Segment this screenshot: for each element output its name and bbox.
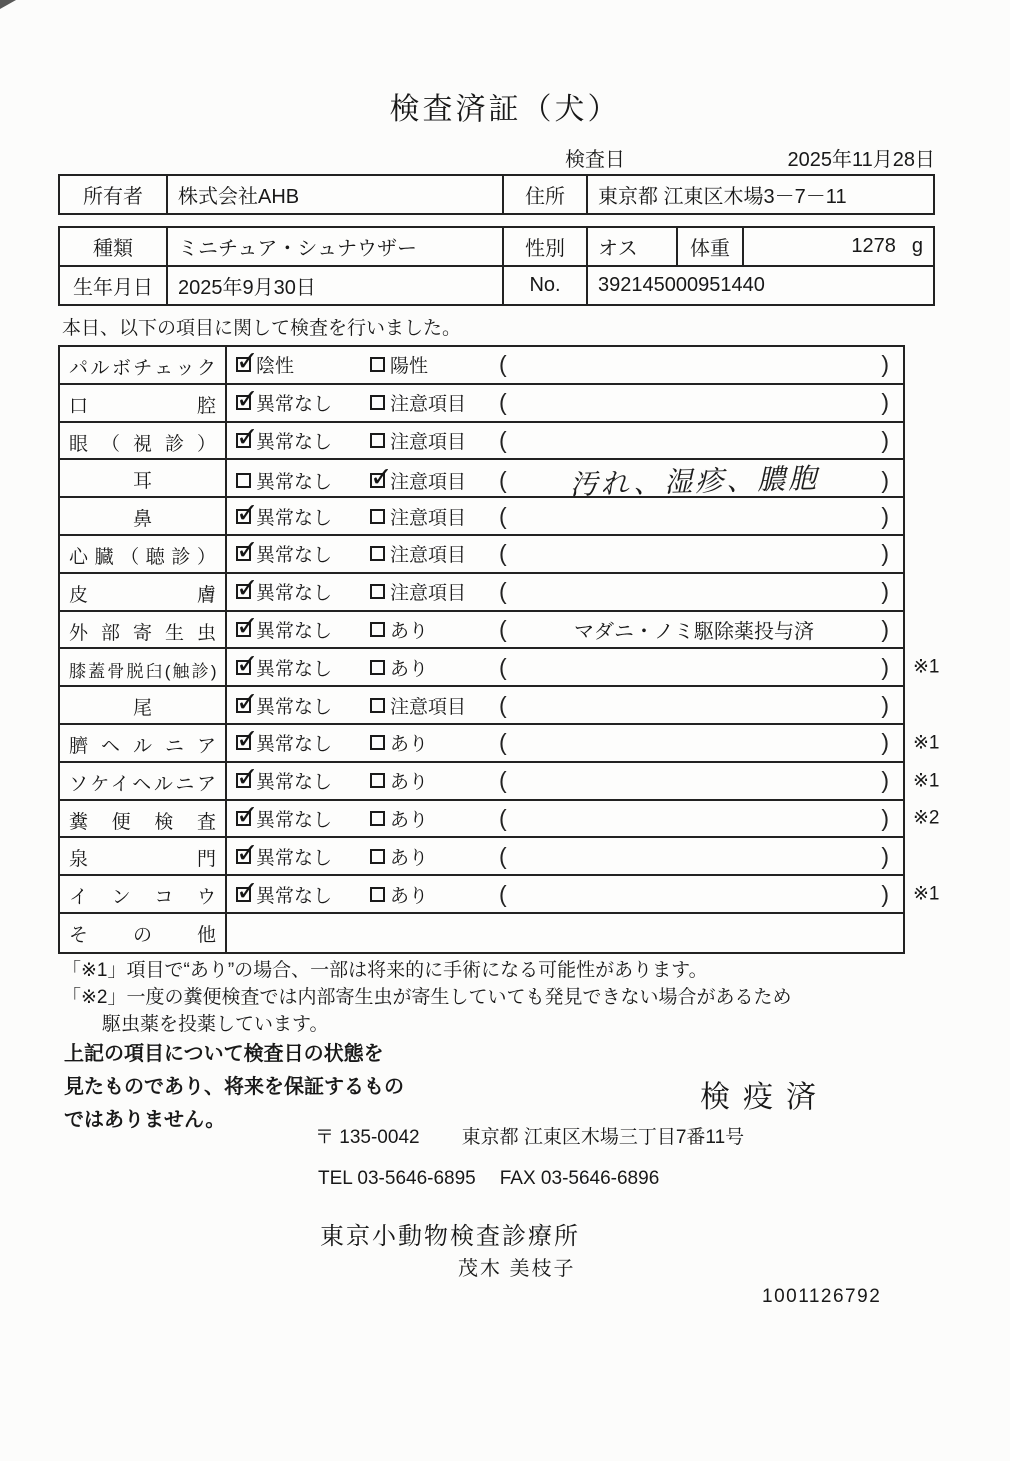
checkbox-icon bbox=[370, 660, 385, 675]
check-option bbox=[361, 498, 491, 534]
address-value: 東京都 江東区木場3－7－11 bbox=[586, 176, 933, 213]
remarks-field bbox=[491, 347, 903, 383]
check-option bbox=[361, 763, 491, 799]
serial-number: 1001126792 bbox=[762, 1286, 882, 1307]
check-row-nose bbox=[60, 498, 903, 536]
check-row-parasites bbox=[60, 612, 903, 650]
remarks-field bbox=[491, 574, 903, 610]
check-option bbox=[361, 536, 491, 572]
check-item-label: インコウ bbox=[60, 876, 227, 912]
checkbox-icon bbox=[370, 584, 385, 599]
checkbox-icon bbox=[236, 622, 251, 637]
footnote-mark: ※1 bbox=[913, 770, 940, 792]
checkbox-icon bbox=[236, 735, 251, 750]
check-row-fontanelle bbox=[60, 838, 903, 876]
paren-close: ) bbox=[881, 540, 889, 567]
clinic-tel: TEL 03-5646-6895 bbox=[318, 1168, 476, 1189]
clinic-postal-code: 〒 135-0042 bbox=[315, 1127, 420, 1148]
paren-open: ( bbox=[499, 466, 507, 493]
paren-close: ) bbox=[881, 880, 889, 907]
check-item-label: 鼻 bbox=[60, 498, 227, 534]
check-item-label: 心臓（聴診） bbox=[60, 536, 227, 572]
footnote-mark: ※2 bbox=[913, 807, 940, 829]
paren-open: ( bbox=[499, 804, 507, 831]
checkbox-icon bbox=[236, 433, 251, 448]
checkbox-icon bbox=[236, 473, 251, 488]
check-option-label: 異常なし bbox=[256, 696, 333, 718]
remarks-field bbox=[491, 536, 903, 572]
checkbox-icon bbox=[370, 698, 385, 713]
breed-label: 種類 bbox=[93, 238, 133, 260]
paren-close: ) bbox=[881, 691, 889, 718]
weight-value: 1278 bbox=[851, 235, 896, 257]
check-item-label: パルボチェック bbox=[60, 347, 227, 383]
birth-value: 2025年9月30日 bbox=[166, 267, 502, 304]
check-row-parvo bbox=[60, 347, 903, 385]
page-title: 検査済証（犬） bbox=[389, 93, 621, 126]
check-option bbox=[227, 423, 361, 459]
checkbox-icon bbox=[370, 509, 385, 524]
check-option-label: 注意項目 bbox=[390, 431, 467, 453]
check-item-label: 外部寄生虫 bbox=[60, 612, 227, 648]
checkbox-icon bbox=[236, 509, 251, 524]
paren-close: ) bbox=[881, 729, 889, 756]
check-option bbox=[361, 725, 491, 761]
check-item-label: 眼（視診） bbox=[60, 423, 227, 459]
check-option-label: 注意項目 bbox=[390, 696, 467, 718]
check-option bbox=[227, 725, 361, 761]
clinic-address-line bbox=[315, 1122, 744, 1149]
check-row-other bbox=[60, 914, 903, 952]
scan-artifact bbox=[0, 0, 16, 9]
check-item-label: ソケイヘルニア bbox=[60, 763, 227, 799]
footnote-mark: ※1 bbox=[913, 883, 940, 905]
clinic-name: 東京小動物検査診療所 bbox=[320, 1223, 580, 1250]
check-option-label: あり bbox=[390, 734, 429, 756]
handwritten-remarks-value: 汚れ、湿疹、膿胞 bbox=[568, 462, 820, 502]
paren-close: ) bbox=[881, 351, 889, 378]
remarks-field bbox=[491, 763, 903, 799]
checkbox-icon bbox=[236, 773, 251, 788]
remarks-field bbox=[491, 385, 903, 421]
remarks-field bbox=[491, 801, 903, 837]
check-option-label: あり bbox=[390, 885, 429, 907]
check-option bbox=[361, 385, 491, 421]
remarks-field bbox=[491, 649, 903, 685]
check-row-mouth bbox=[60, 385, 903, 423]
check-option bbox=[361, 460, 491, 500]
checkbox-icon bbox=[236, 584, 251, 599]
sex-value: オス bbox=[586, 228, 676, 265]
remarks-field bbox=[491, 423, 903, 459]
check-option-label: 異常なし bbox=[256, 545, 333, 567]
check-item-label: 臍ヘルニア bbox=[60, 725, 227, 761]
paren-open: ( bbox=[499, 842, 507, 869]
check-option bbox=[227, 649, 361, 685]
paren-open: ( bbox=[499, 767, 507, 794]
paren-open: ( bbox=[499, 729, 507, 756]
check-option bbox=[361, 347, 491, 383]
check-option bbox=[361, 838, 491, 874]
checkbox-icon bbox=[370, 357, 385, 372]
intro-text: 本日、以下の項目に関して検査を行いました。 bbox=[62, 318, 462, 339]
check-item-label: 口腔 bbox=[60, 385, 227, 421]
check-option-label: 異常なし bbox=[256, 809, 333, 831]
checkbox-icon bbox=[370, 811, 385, 826]
check-option-label: 注意項目 bbox=[390, 471, 467, 493]
check-option-label: 異常なし bbox=[256, 847, 333, 869]
check-option-label: あり bbox=[390, 847, 429, 869]
check-option-label: 陽性 bbox=[390, 356, 429, 378]
checkbox-icon bbox=[236, 357, 251, 372]
paren-close: ) bbox=[881, 426, 889, 453]
check-row-eyes bbox=[60, 423, 903, 461]
check-table bbox=[58, 345, 940, 954]
checkbox-icon bbox=[236, 660, 251, 675]
disclaimer-line3: ではありません。 bbox=[64, 1109, 226, 1131]
certificate-no-label: No. bbox=[502, 267, 586, 304]
inspection-date-value: 2025年11月28日 bbox=[787, 149, 935, 171]
check-option bbox=[361, 423, 491, 459]
remarks-field bbox=[491, 612, 903, 648]
check-option-label: 注意項目 bbox=[390, 545, 467, 567]
weight-value-cell bbox=[742, 228, 933, 265]
weight-label: 体重 bbox=[676, 228, 742, 265]
check-option-label: 異常なし bbox=[256, 885, 333, 907]
checkbox-icon bbox=[236, 811, 251, 826]
check-row-fecal-exam bbox=[60, 801, 940, 839]
check-option bbox=[361, 687, 491, 723]
checkbox-icon bbox=[370, 622, 385, 637]
check-item-label: 尾 bbox=[60, 687, 227, 723]
check-option bbox=[361, 612, 491, 648]
paren-open: ( bbox=[499, 578, 507, 605]
paren-close: ) bbox=[881, 842, 889, 869]
paren-open: ( bbox=[499, 351, 507, 378]
paren-close: ) bbox=[881, 502, 889, 529]
paren-open: ( bbox=[499, 426, 507, 453]
veterinarian-name: 茂木 美枝子 bbox=[458, 1258, 576, 1280]
paren-close: ) bbox=[881, 466, 889, 493]
footnote-mark: ※1 bbox=[913, 656, 940, 678]
footnote-1: 「※1」項目で“あり”の場合、一部は将来的に手術になる可能性があります。 bbox=[62, 960, 708, 981]
animal-info-table bbox=[58, 226, 935, 306]
footnote-2-line1: 「※2」一度の糞便検査では内部寄生虫が寄生していても発見できない場合があるため bbox=[62, 987, 792, 1008]
checkbox-icon bbox=[370, 735, 385, 750]
check-item-label: 耳 bbox=[60, 460, 227, 500]
paren-close: ) bbox=[881, 578, 889, 605]
remarks-field bbox=[491, 725, 903, 761]
check-row-ears bbox=[60, 460, 903, 502]
clinic-phone-line bbox=[318, 1168, 659, 1190]
check-item-label: その他 bbox=[60, 914, 227, 952]
check-option bbox=[361, 574, 491, 610]
check-option-label: 注意項目 bbox=[390, 507, 467, 529]
footnote-2-line2: 駆虫薬を投薬しています。 bbox=[102, 1014, 329, 1035]
owner-table bbox=[58, 174, 935, 215]
clinic-address: 東京都 江東区木場三丁目7番11号 bbox=[461, 1127, 745, 1148]
quarantine-stamp: 検疫済 bbox=[700, 1081, 829, 1114]
checkbox-icon bbox=[236, 849, 251, 864]
check-row-skin bbox=[60, 574, 903, 612]
checkbox-icon bbox=[370, 887, 385, 902]
paren-open: ( bbox=[499, 389, 507, 416]
paren-close: ) bbox=[881, 653, 889, 680]
footnote-mark: ※1 bbox=[913, 732, 940, 754]
remarks-field bbox=[491, 498, 903, 534]
check-option bbox=[227, 460, 361, 500]
paren-open: ( bbox=[499, 615, 507, 642]
paren-open: ( bbox=[499, 691, 507, 718]
owner-value: 株式会社AHB bbox=[166, 176, 502, 213]
birth-label: 生年月日 bbox=[73, 277, 153, 299]
check-option-label: 異常なし bbox=[256, 471, 333, 493]
check-option-label: 異常なし bbox=[256, 658, 333, 680]
paren-open: ( bbox=[499, 880, 507, 907]
checkbox-icon bbox=[236, 698, 251, 713]
check-option bbox=[227, 687, 361, 723]
check-row-patella bbox=[60, 649, 940, 687]
weight-unit: g bbox=[911, 235, 923, 257]
check-option-label: あり bbox=[390, 809, 429, 831]
check-option-label: 異常なし bbox=[256, 431, 333, 453]
remarks-value: マダニ・ノミ駆除薬投与済 bbox=[574, 620, 814, 643]
birth-row bbox=[60, 265, 933, 304]
paren-close: ) bbox=[881, 767, 889, 794]
check-option bbox=[227, 347, 361, 383]
checkbox-icon bbox=[370, 849, 385, 864]
clinic-fax: FAX 03-5646-6896 bbox=[499, 1168, 660, 1189]
check-item-label: 泉門 bbox=[60, 838, 227, 874]
owner-row bbox=[60, 176, 933, 213]
check-option-label: あり bbox=[390, 620, 429, 642]
remarks-field bbox=[491, 460, 903, 500]
check-option-label: 異常なし bbox=[256, 734, 333, 756]
check-option-label: 陰性 bbox=[256, 356, 295, 378]
breed-row bbox=[60, 228, 933, 265]
check-row-heart bbox=[60, 536, 903, 574]
check-option-label: 異常なし bbox=[256, 620, 333, 642]
breed-value: ミニチュア・シュナウザー bbox=[166, 228, 502, 265]
certificate-no-value: 392145000951440 bbox=[586, 267, 933, 304]
disclaimer-line1: 上記の項目について検査日の状態を bbox=[64, 1043, 384, 1065]
check-row-inguinal-hernia bbox=[60, 763, 940, 801]
check-option bbox=[227, 385, 361, 421]
checkbox-icon bbox=[236, 546, 251, 561]
check-item-label: 膝蓋骨脱臼(触診) bbox=[60, 649, 227, 685]
check-option bbox=[361, 801, 491, 837]
check-option bbox=[227, 612, 361, 648]
footnotes bbox=[62, 957, 792, 1038]
check-option-label: 注意項目 bbox=[390, 583, 467, 605]
check-option bbox=[361, 649, 491, 685]
check-row-tail bbox=[60, 687, 903, 725]
remarks-field bbox=[491, 687, 903, 723]
checkbox-icon bbox=[236, 395, 251, 410]
checkbox-icon bbox=[370, 395, 385, 410]
check-item-label: 糞便検査 bbox=[60, 801, 227, 837]
disclaimer-line2: 見たものであり、将来を保証するもの bbox=[64, 1076, 404, 1098]
check-option-label: 注意項目 bbox=[390, 394, 467, 416]
empty-cell bbox=[227, 914, 903, 952]
check-option bbox=[227, 876, 361, 912]
checkbox-icon bbox=[370, 473, 385, 488]
address-label: 住所 bbox=[502, 176, 586, 213]
check-option bbox=[227, 838, 361, 874]
check-option-label: 異常なし bbox=[256, 583, 333, 605]
check-option-label: あり bbox=[390, 658, 429, 680]
checkbox-icon bbox=[370, 773, 385, 788]
check-option-label: 異常なし bbox=[256, 507, 333, 529]
check-option bbox=[227, 536, 361, 572]
paren-close: ) bbox=[881, 804, 889, 831]
paren-open: ( bbox=[499, 540, 507, 567]
check-option-label: あり bbox=[390, 772, 429, 794]
owner-label: 所有者 bbox=[83, 186, 143, 208]
check-option-label: 異常なし bbox=[256, 772, 333, 794]
check-option bbox=[361, 876, 491, 912]
remarks-field bbox=[491, 876, 903, 912]
check-option bbox=[227, 498, 361, 534]
paren-close: ) bbox=[881, 615, 889, 642]
paren-open: ( bbox=[499, 502, 507, 529]
check-row-inkou bbox=[60, 876, 940, 914]
check-option bbox=[227, 763, 361, 799]
checkbox-icon bbox=[370, 546, 385, 561]
check-item-label: 皮膚 bbox=[60, 574, 227, 610]
paren-close: ) bbox=[881, 389, 889, 416]
check-option-label: 異常なし bbox=[256, 394, 333, 416]
paren-open: ( bbox=[499, 653, 507, 680]
inspection-date-label: 検査日 bbox=[565, 149, 625, 171]
checkbox-icon bbox=[370, 433, 385, 448]
sex-label: 性別 bbox=[502, 228, 586, 265]
check-option bbox=[227, 574, 361, 610]
check-option bbox=[227, 801, 361, 837]
inspection-date-row bbox=[565, 143, 935, 172]
remarks-field bbox=[491, 838, 903, 874]
checkbox-icon bbox=[236, 887, 251, 902]
check-row-umbilical-hernia bbox=[60, 725, 940, 763]
